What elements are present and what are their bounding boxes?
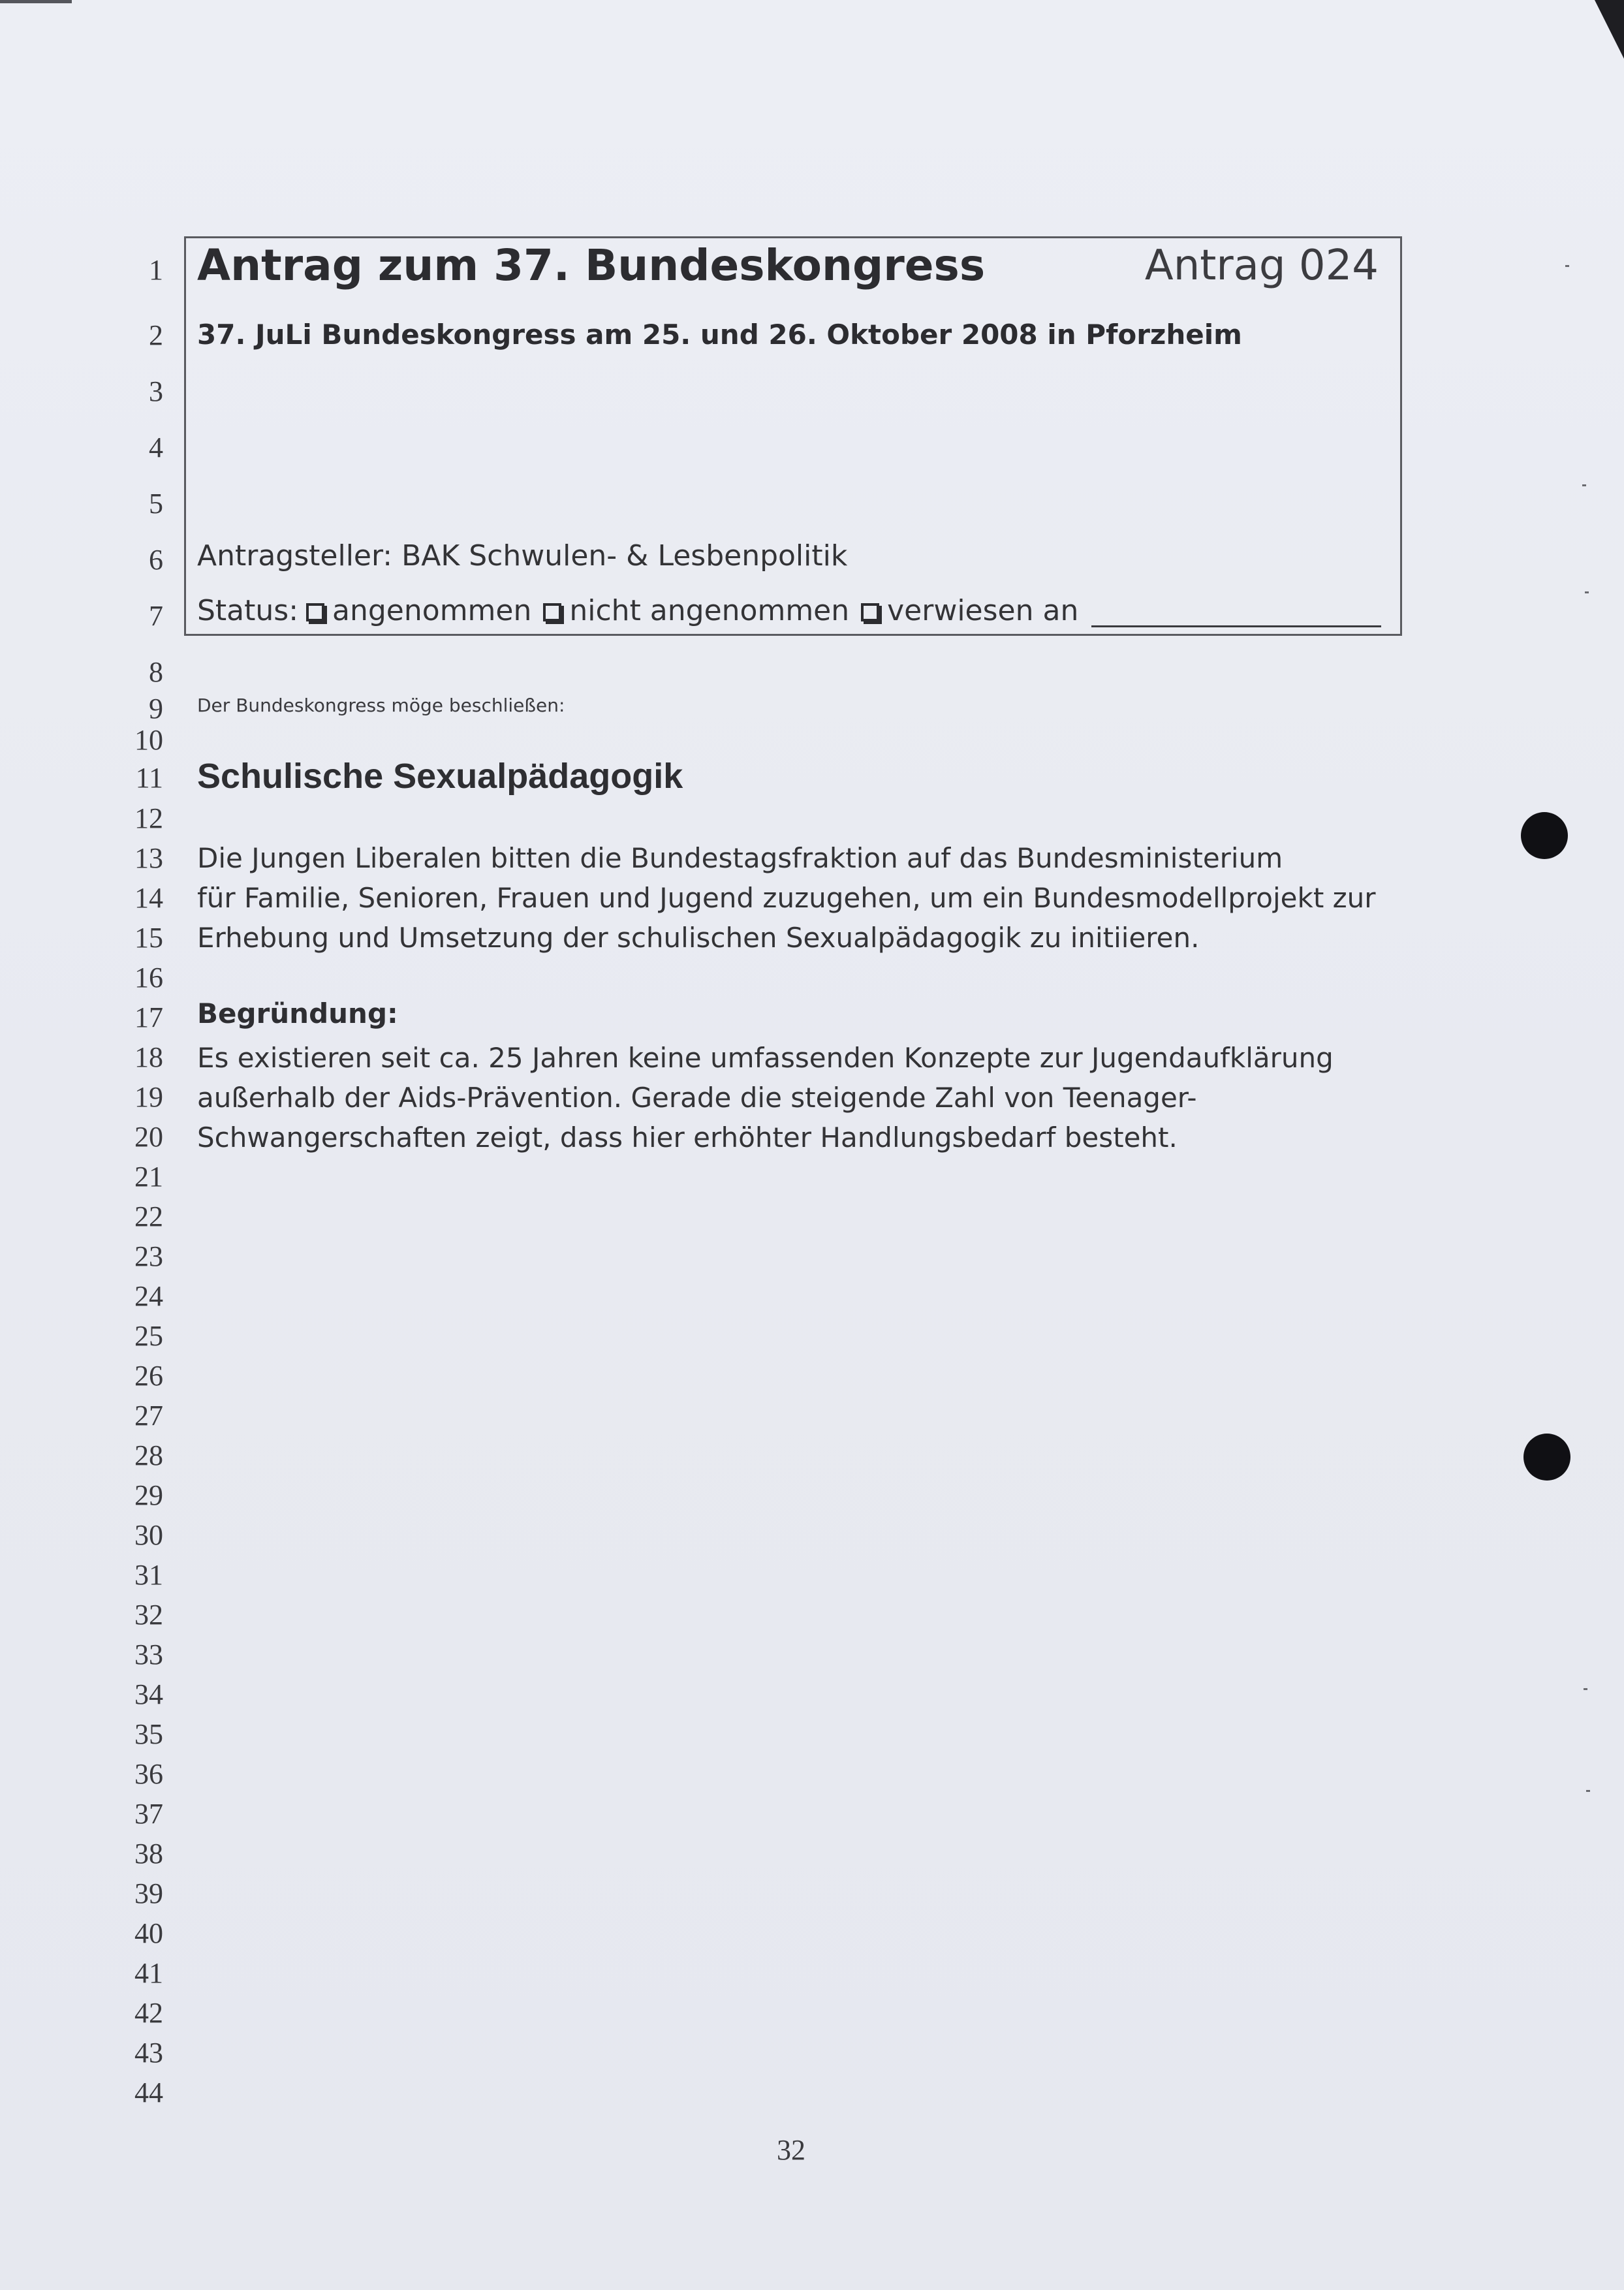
scan-speck (1584, 1688, 1587, 1690)
line-number: 7 (149, 600, 163, 632)
reasoning-line: außerhalb der Aids-Prävention. Gerade die steigende Zahl von Teenager- (197, 1082, 1197, 1114)
applicant-line: Antragsteller: BAK Schwulen- & Lesbenpolitik (197, 539, 848, 572)
line-number: 21 (134, 1161, 163, 1193)
scan-speck (1565, 265, 1569, 267)
line-number: 14 (134, 882, 163, 914)
congress-subtitle: 37. JuLi Bundeskongress am 25. und 26. Oktober 2008 in Pforzheim (197, 319, 1242, 351)
motion-text (197, 838, 1376, 958)
line-number: 17 (134, 1001, 163, 1033)
punch-hole (1523, 1434, 1570, 1481)
line-number: 15 (134, 922, 163, 954)
line-number: 12 (134, 802, 163, 834)
status-label: Status: (197, 594, 299, 627)
motion-intro: Der Bundeskongress möge beschließen: (197, 695, 565, 716)
line-number: 20 (134, 1121, 163, 1153)
line-number: 42 (134, 1997, 163, 2029)
reasoning-label: Begründung: (197, 997, 398, 1029)
scan-speck (1585, 591, 1589, 593)
reasoning-text (197, 1038, 1334, 1157)
line-number: 38 (134, 1838, 163, 1870)
checkbox-nicht-angenommen[interactable] (543, 603, 561, 621)
line-number: 43 (134, 2037, 163, 2069)
line-number: 22 (134, 1200, 163, 1232)
line-number: 13 (134, 842, 163, 874)
line-number: 3 (149, 375, 163, 407)
line-number: 8 (149, 656, 163, 688)
line-number: 9 (149, 693, 163, 725)
line-number: 24 (134, 1280, 163, 1312)
line-number: 35 (134, 1718, 163, 1750)
line-number: 25 (134, 1320, 163, 1352)
line-number: 33 (134, 1639, 163, 1670)
line-number: 28 (134, 1439, 163, 1471)
motion-line: Erhebung und Umsetzung der schulischen Sexualpädagogik zu initiieren. (197, 922, 1200, 954)
line-number: 34 (134, 1678, 163, 1710)
line-number: 26 (134, 1360, 163, 1392)
status-option-verwiesen-an: verwiesen an (887, 594, 1079, 627)
motion-number: Antrag 024 (1144, 242, 1379, 290)
status-option-angenommen: angenommen (332, 594, 532, 627)
punch-hole (1521, 812, 1568, 859)
scan-speck (1586, 1790, 1590, 1792)
motion-header-box (184, 236, 1402, 636)
line-number: 5 (149, 488, 163, 520)
line-number: 41 (134, 1957, 163, 1989)
motion-line: für Familie, Senioren, Frauen und Jugend zuzugehen, um ein Bundesmodellprojekt zur (197, 882, 1376, 914)
reasoning-line: Schwangerschaften zeigt, dass hier erhöhter Handlungsbedarf besteht. (197, 1121, 1178, 1153)
checkbox-verwiesen-an[interactable] (861, 603, 879, 621)
checkbox-angenommen[interactable] (306, 603, 324, 621)
folded-corner (1595, 0, 1624, 59)
line-number: 36 (134, 1758, 163, 1790)
line-number: 2 (149, 319, 163, 351)
line-number: 1 (149, 254, 163, 286)
page-number: 32 (777, 2134, 805, 2166)
line-number: 31 (134, 1559, 163, 1591)
line-number: 10 (134, 724, 163, 756)
line-number: 30 (134, 1519, 163, 1551)
motion-line: Die Jungen Liberalen bitten die Bundestagsfraktion auf das Bundesministerium (197, 842, 1283, 874)
line-number: 19 (134, 1081, 163, 1113)
line-number: 4 (149, 431, 163, 463)
line-number: 6 (149, 544, 163, 576)
line-number: 18 (134, 1041, 163, 1073)
scan-speck (1582, 484, 1586, 486)
motion-heading: Schulische Sexualpädagogik (197, 757, 683, 796)
line-number: 39 (134, 1877, 163, 1909)
line-number: 11 (135, 762, 163, 794)
status-option-nicht-angenommen: nicht angenommen (569, 594, 850, 627)
line-number: 37 (134, 1798, 163, 1830)
status-line (197, 594, 1078, 627)
line-number: 23 (134, 1240, 163, 1272)
line-number: 16 (134, 962, 163, 994)
line-number: 27 (134, 1400, 163, 1432)
line-number: 40 (134, 1917, 163, 1949)
reasoning-line: Es existieren seit ca. 25 Jahren keine umfassenden Konzepte zur Jugendaufklärung (197, 1042, 1334, 1074)
scan-edge-mark (0, 0, 72, 3)
line-number: 29 (134, 1479, 163, 1511)
motion-title: Antrag zum 37. Bundeskongress (197, 240, 986, 290)
line-number: 44 (134, 2077, 163, 2109)
line-number: 32 (134, 1599, 163, 1631)
referral-blank-line (1091, 625, 1381, 627)
